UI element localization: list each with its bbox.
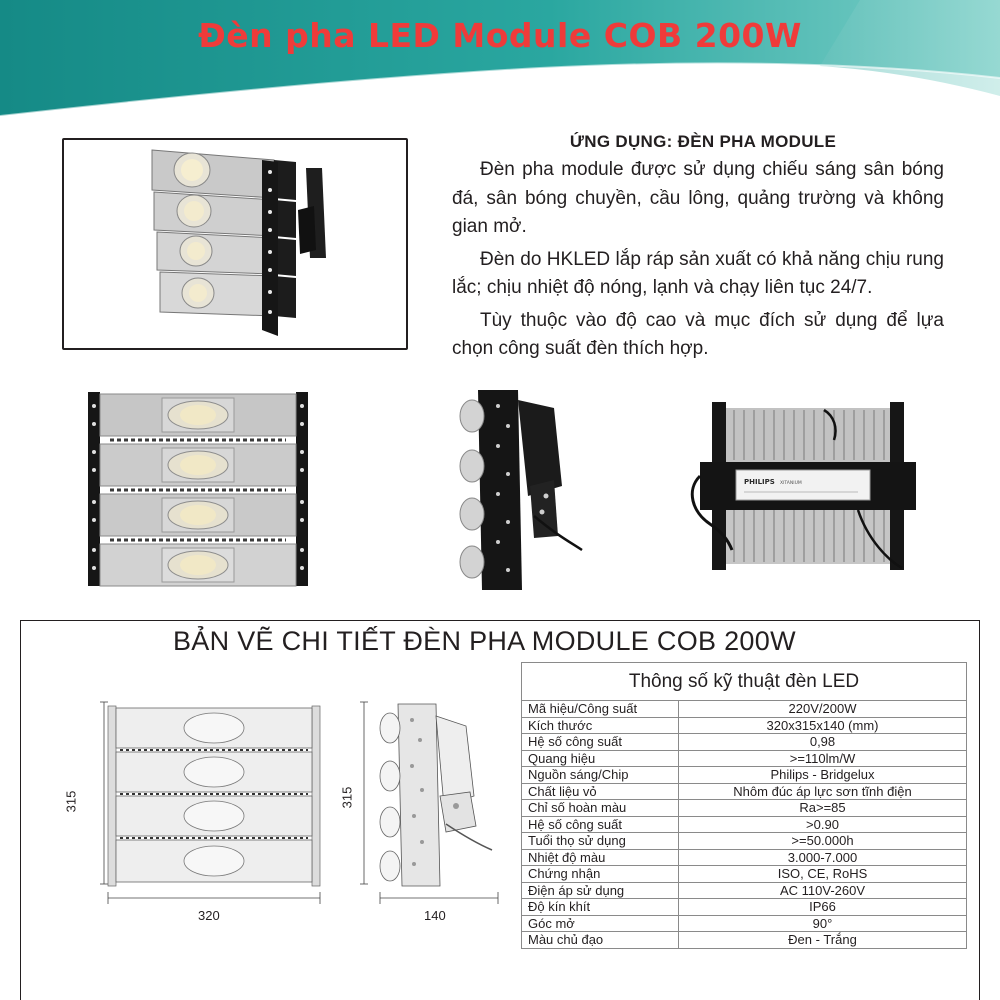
table-row: [522, 932, 967, 949]
application-section: [452, 132, 944, 368]
application-paragraph-1: Đèn pha module được sử dụng chiếu sáng sân bóng đá, sân bóng chuyền, cầu lông, quảng trường và không gian mở.: [452, 159, 944, 237]
front-height-dimension: 315: [63, 790, 79, 813]
table-row: [522, 783, 967, 800]
table-row: [522, 800, 967, 817]
spec-label: Nhiệt độ màu: [522, 849, 679, 866]
application-paragraph-2: Đèn do HKLED lắp ráp sản xuất có khả năng chịu rung lắc; chịu nhiệt độ nóng, lạnh và chạy liên tục 24/7.: [452, 248, 944, 298]
table-row: [522, 899, 967, 916]
spec-label: Hệ số công suất: [522, 816, 679, 833]
back-view-photo: [688, 400, 928, 580]
spec-value: >=110lm/W: [679, 750, 967, 767]
table-row: [522, 833, 967, 850]
table-row: [522, 767, 967, 784]
table-row: [522, 849, 967, 866]
drawing-title: BẢN VẼ CHI TIẾT ĐÈN PHA MODULE COB 200W: [173, 626, 796, 656]
spec-value: Ra>=85: [679, 800, 967, 817]
application-paragraph-3: Tùy thuộc vào độ cao và mục đích sử dụng để lựa chọn công suất đèn thích hợp.: [452, 309, 944, 359]
front-width-dimension: 320: [198, 908, 220, 923]
table-row: [522, 866, 967, 883]
table-row: [522, 750, 967, 767]
spec-value: ISO, CE, RoHS: [679, 866, 967, 883]
page-title: Đèn pha LED Module COB 200W: [198, 16, 802, 55]
side-technical-drawing: [360, 696, 510, 916]
main-product-photo: [62, 138, 408, 350]
table-row: [522, 701, 967, 718]
spec-label: Hệ số công suất: [522, 734, 679, 751]
spec-table-body: [522, 701, 967, 949]
driver-series-label: XITANIUM: [780, 481, 802, 486]
spec-value: 320x315x140 (mm): [679, 717, 967, 734]
table-row: [522, 816, 967, 833]
spec-value: 0,98: [679, 734, 967, 751]
spec-label: Chỉ số hoàn màu: [522, 800, 679, 817]
spec-value: >0.90: [679, 816, 967, 833]
spec-value: Đen - Trắng: [679, 932, 967, 949]
spec-value: 90°: [679, 915, 967, 932]
spec-value: Nhôm đúc áp lực sơn tĩnh điện: [679, 783, 967, 800]
table-row: [522, 882, 967, 899]
spec-table-title: Thông số kỹ thuật đèn LED: [522, 663, 967, 701]
spec-value: >=50.000h: [679, 833, 967, 850]
spec-label: Chất liệu vỏ: [522, 783, 679, 800]
spec-label: Chứng nhận: [522, 866, 679, 883]
application-heading: ỨNG DỤNG: ĐÈN PHA MODULE: [569, 132, 837, 151]
spec-label: Màu chủ đạo: [522, 932, 679, 949]
side-height-dimension: 315: [339, 786, 355, 809]
header-banner: [0, 0, 1000, 120]
side-depth-dimension: 140: [424, 908, 446, 923]
driver-brand-label: PHILIPS: [744, 478, 775, 486]
side-view-photo: [458, 386, 588, 592]
spec-table: [521, 662, 967, 949]
spec-value: IP66: [679, 899, 967, 916]
spec-value: Philips - Bridgelux: [679, 767, 967, 784]
spec-label: Tuổi thọ sử dụng: [522, 833, 679, 850]
spec-label: Góc mở: [522, 915, 679, 932]
table-row: [522, 734, 967, 751]
spec-value: AC 110V-260V: [679, 882, 967, 899]
spec-label: Độ kín khít: [522, 899, 679, 916]
table-row: [522, 717, 967, 734]
spec-label: Mã hiệu/Công suất: [522, 701, 679, 718]
spec-label: Điện áp sử dụng: [522, 882, 679, 899]
table-row: [522, 915, 967, 932]
spec-value: 3.000-7.000: [679, 849, 967, 866]
spec-label: Nguồn sáng/Chip: [522, 767, 679, 784]
spec-label: Kích thước: [522, 717, 679, 734]
floodlight-perspective-image: [64, 140, 406, 348]
spec-value: 220V/200W: [679, 701, 967, 718]
front-technical-drawing: [86, 696, 332, 916]
spec-label: Quang hiệu: [522, 750, 679, 767]
front-view-photo: [88, 390, 310, 590]
